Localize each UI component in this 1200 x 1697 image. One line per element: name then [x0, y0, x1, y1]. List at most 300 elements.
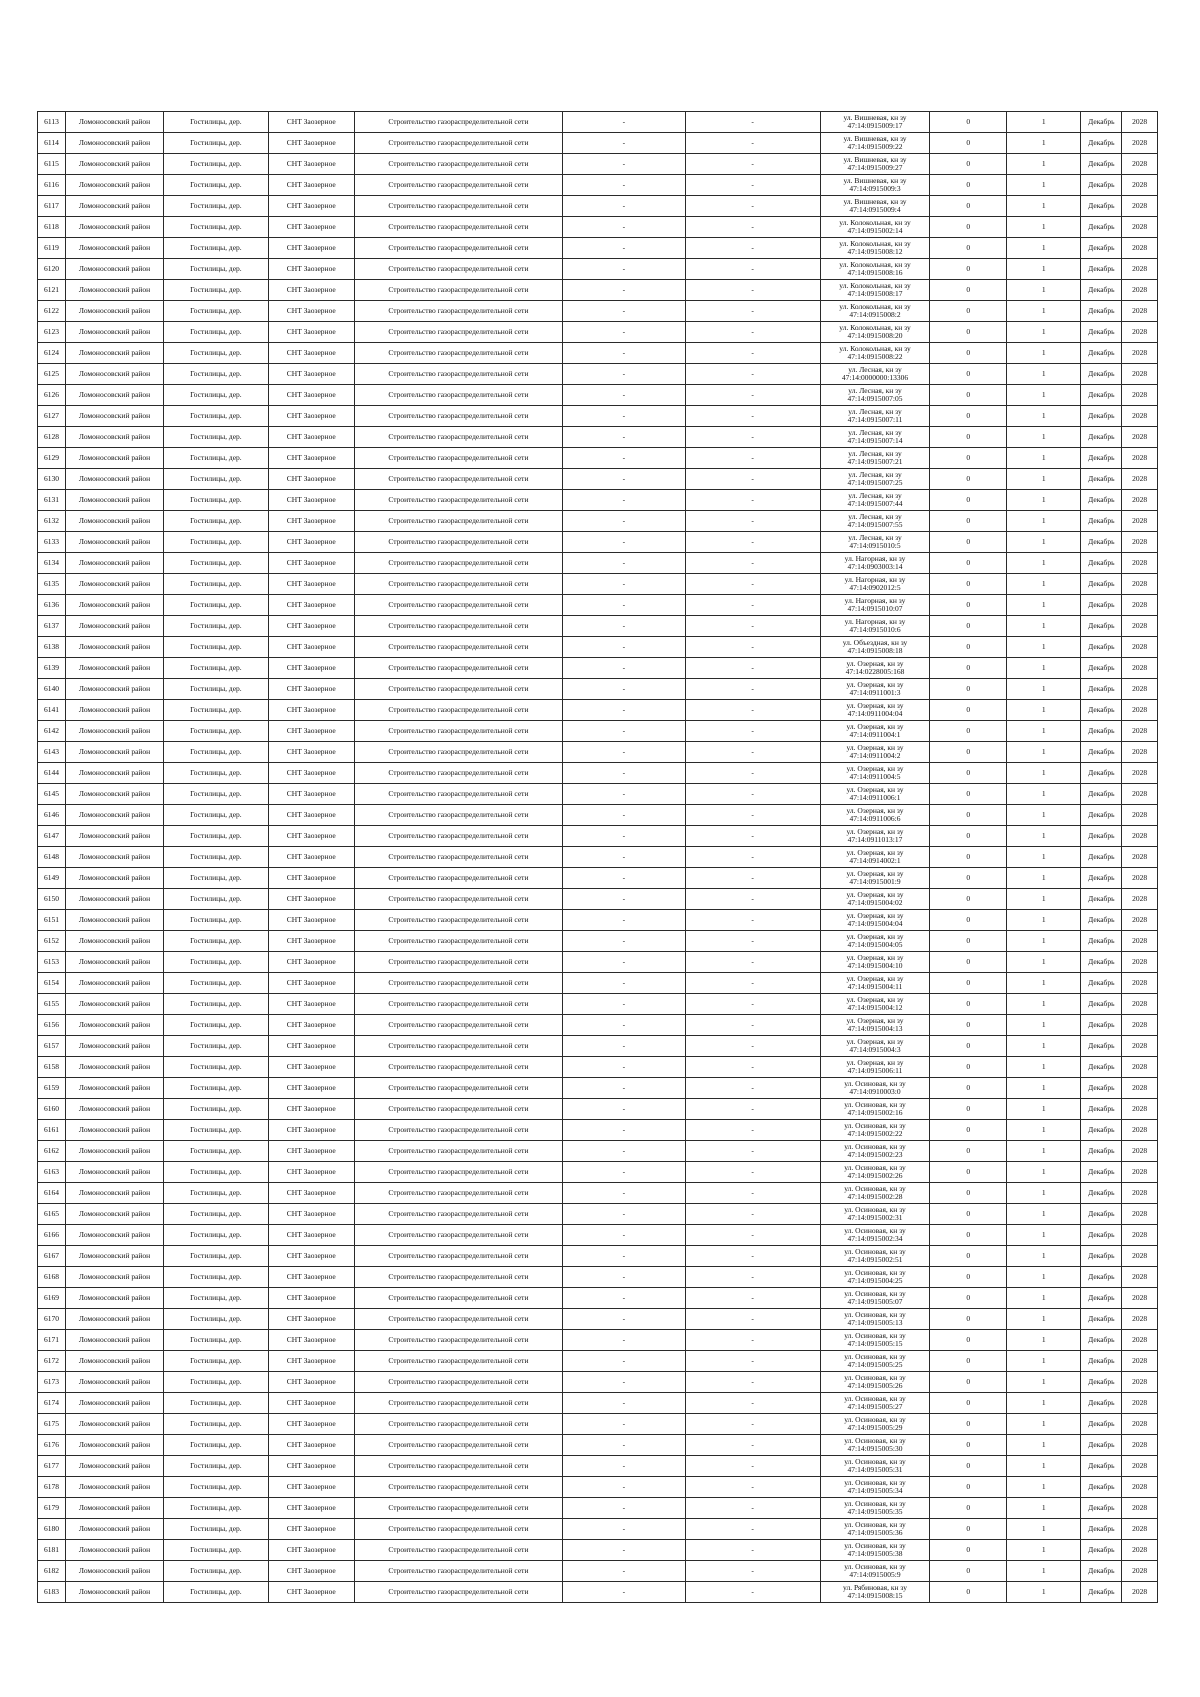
district-cell: Ломоносовский район: [66, 700, 164, 721]
settlement-cell: Гостилицы, дер.: [164, 1036, 269, 1057]
dash-cell: -: [685, 1057, 820, 1078]
object-name-cell: СНТ Заозерное: [268, 217, 354, 238]
quantity-zero-cell: 0: [930, 1372, 1007, 1393]
quantity-one-cell: 1: [1007, 511, 1081, 532]
dash-cell: -: [562, 637, 685, 658]
district-cell: Ломоносовский район: [66, 406, 164, 427]
row-number-cell: 6136: [38, 595, 66, 616]
table-row: [38, 343, 1158, 364]
settlement-cell: Гостилицы, дер.: [164, 364, 269, 385]
row-number-cell: 6146: [38, 805, 66, 826]
row-number-cell: 6160: [38, 1099, 66, 1120]
quantity-one-cell: 1: [1007, 1162, 1081, 1183]
quantity-one-cell: 1: [1007, 1183, 1081, 1204]
row-number-cell: 6121: [38, 280, 66, 301]
quantity-zero-cell: 0: [930, 637, 1007, 658]
settlement-cell: Гостилицы, дер.: [164, 679, 269, 700]
quantity-zero-cell: 0: [930, 532, 1007, 553]
dash-cell: -: [685, 322, 820, 343]
address-cell: ул. Озерная, кн зу 47:14:0915004:3: [820, 1036, 930, 1057]
dash-cell: -: [562, 616, 685, 637]
table-row: [38, 1120, 1158, 1141]
work-type-cell: Строительство газораспределительной сети: [354, 826, 562, 847]
work-type-cell: Строительство газораспределительной сети: [354, 1540, 562, 1561]
settlement-cell: Гостилицы, дер.: [164, 532, 269, 553]
year-cell: 2028: [1122, 217, 1158, 238]
quantity-one-cell: 1: [1007, 154, 1081, 175]
quantity-zero-cell: 0: [930, 910, 1007, 931]
object-name-cell: СНТ Заозерное: [268, 1267, 354, 1288]
object-name-cell: СНТ Заозерное: [268, 238, 354, 259]
address-cell: ул. Вишневая, кн зу 47:14:0915009:4: [820, 196, 930, 217]
table-body: [38, 112, 1158, 1603]
object-name-cell: СНТ Заозерное: [268, 1498, 354, 1519]
object-name-cell: СНТ Заозерное: [268, 427, 354, 448]
work-type-cell: Строительство газораспределительной сети: [354, 175, 562, 196]
district-cell: Ломоносовский район: [66, 1162, 164, 1183]
address-cell: ул. Осиновая, кн зу 47:14:0915005:31: [820, 1456, 930, 1477]
month-cell: Декабрь: [1081, 700, 1122, 721]
dash-cell: -: [562, 1330, 685, 1351]
row-number-cell: 6158: [38, 1057, 66, 1078]
address-cell: ул. Лесная, кн зу 47:14:0000000:13306: [820, 364, 930, 385]
dash-cell: -: [562, 1498, 685, 1519]
month-cell: Декабрь: [1081, 1435, 1122, 1456]
quantity-zero-cell: 0: [930, 1477, 1007, 1498]
settlement-cell: Гостилицы, дер.: [164, 910, 269, 931]
address-cell: ул. Осиновая, кн зу 47:14:0915005:38: [820, 1540, 930, 1561]
quantity-one-cell: 1: [1007, 385, 1081, 406]
work-type-cell: Строительство газораспределительной сети: [354, 154, 562, 175]
month-cell: Декабрь: [1081, 1456, 1122, 1477]
table-row: [38, 784, 1158, 805]
month-cell: Декабрь: [1081, 343, 1122, 364]
settlement-cell: Гостилицы, дер.: [164, 784, 269, 805]
quantity-zero-cell: 0: [930, 721, 1007, 742]
settlement-cell: Гостилицы, дер.: [164, 133, 269, 154]
quantity-one-cell: 1: [1007, 637, 1081, 658]
address-cell: ул. Озерная, кн зу 47:14:0911004:5: [820, 763, 930, 784]
work-type-cell: Строительство газораспределительной сети: [354, 763, 562, 784]
object-name-cell: СНТ Заозерное: [268, 469, 354, 490]
row-number-cell: 6159: [38, 1078, 66, 1099]
dash-cell: -: [685, 973, 820, 994]
settlement-cell: Гостилицы, дер.: [164, 238, 269, 259]
settlement-cell: Гостилицы, дер.: [164, 1246, 269, 1267]
settlement-cell: Гостилицы, дер.: [164, 196, 269, 217]
settlement-cell: Гостилицы, дер.: [164, 259, 269, 280]
row-number-cell: 6117: [38, 196, 66, 217]
row-number-cell: 6118: [38, 217, 66, 238]
month-cell: Декабрь: [1081, 1183, 1122, 1204]
district-cell: Ломоносовский район: [66, 1015, 164, 1036]
dash-cell: -: [685, 301, 820, 322]
gas-network-table: [37, 111, 1158, 1603]
dash-cell: -: [685, 658, 820, 679]
dash-cell: -: [685, 721, 820, 742]
quantity-one-cell: 1: [1007, 658, 1081, 679]
work-type-cell: Строительство газораспределительной сети: [354, 553, 562, 574]
table-row: [38, 1498, 1158, 1519]
table-row: [38, 721, 1158, 742]
dash-cell: -: [685, 931, 820, 952]
settlement-cell: Гостилицы, дер.: [164, 343, 269, 364]
year-cell: 2028: [1122, 553, 1158, 574]
year-cell: 2028: [1122, 1204, 1158, 1225]
settlement-cell: Гостилицы, дер.: [164, 1330, 269, 1351]
work-type-cell: Строительство газораспределительной сети: [354, 1519, 562, 1540]
quantity-zero-cell: 0: [930, 1120, 1007, 1141]
dash-cell: -: [562, 1078, 685, 1099]
table-row: [38, 322, 1158, 343]
dash-cell: -: [562, 406, 685, 427]
district-cell: Ломоносовский район: [66, 196, 164, 217]
district-cell: Ломоносовский район: [66, 1561, 164, 1582]
year-cell: 2028: [1122, 448, 1158, 469]
dash-cell: -: [562, 1141, 685, 1162]
month-cell: Декабрь: [1081, 1561, 1122, 1582]
quantity-zero-cell: 0: [930, 931, 1007, 952]
settlement-cell: Гостилицы, дер.: [164, 1456, 269, 1477]
work-type-cell: Строительство газораспределительной сети: [354, 1225, 562, 1246]
quantity-zero-cell: 0: [930, 595, 1007, 616]
dash-cell: -: [562, 1582, 685, 1603]
month-cell: Декабрь: [1081, 1519, 1122, 1540]
dash-cell: -: [562, 490, 685, 511]
object-name-cell: СНТ Заозерное: [268, 973, 354, 994]
dash-cell: -: [562, 133, 685, 154]
dash-cell: -: [685, 1372, 820, 1393]
object-name-cell: СНТ Заозерное: [268, 1204, 354, 1225]
address-cell: ул. Вишневая, кн зу 47:14:0915009:27: [820, 154, 930, 175]
quantity-one-cell: 1: [1007, 1288, 1081, 1309]
quantity-one-cell: 1: [1007, 343, 1081, 364]
dash-cell: -: [685, 1393, 820, 1414]
year-cell: 2028: [1122, 1078, 1158, 1099]
month-cell: Декабрь: [1081, 742, 1122, 763]
year-cell: 2028: [1122, 322, 1158, 343]
work-type-cell: Строительство газораспределительной сети: [354, 1015, 562, 1036]
month-cell: Декабрь: [1081, 1582, 1122, 1603]
district-cell: Ломоносовский район: [66, 763, 164, 784]
year-cell: 2028: [1122, 1435, 1158, 1456]
quantity-zero-cell: 0: [930, 196, 1007, 217]
settlement-cell: Гостилицы, дер.: [164, 322, 269, 343]
table-row: [38, 763, 1158, 784]
quantity-zero-cell: 0: [930, 574, 1007, 595]
district-cell: Ломоносовский район: [66, 1414, 164, 1435]
dash-cell: -: [685, 1414, 820, 1435]
quantity-one-cell: 1: [1007, 700, 1081, 721]
dash-cell: -: [685, 952, 820, 973]
address-cell: ул. Колокольная, кн зу 47:14:0915008:20: [820, 322, 930, 343]
address-cell: ул. Осиновая, кн зу 47:14:0915002:51: [820, 1246, 930, 1267]
quantity-one-cell: 1: [1007, 112, 1081, 133]
dash-cell: -: [685, 1078, 820, 1099]
quantity-zero-cell: 0: [930, 742, 1007, 763]
address-cell: ул. Нагорная, кн зу 47:14:0915010:6: [820, 616, 930, 637]
month-cell: Декабрь: [1081, 385, 1122, 406]
settlement-cell: Гостилицы, дер.: [164, 700, 269, 721]
address-cell: ул. Осиновая, кн зу 47:14:0915004:25: [820, 1267, 930, 1288]
dash-cell: -: [685, 1036, 820, 1057]
table-row: [38, 931, 1158, 952]
work-type-cell: Строительство газораспределительной сети: [354, 322, 562, 343]
row-number-cell: 6147: [38, 826, 66, 847]
address-cell: ул. Озерная, кн зу 47:14:0228005:168: [820, 658, 930, 679]
quantity-one-cell: 1: [1007, 1456, 1081, 1477]
year-cell: 2028: [1122, 1288, 1158, 1309]
dash-cell: -: [685, 1456, 820, 1477]
dash-cell: -: [562, 763, 685, 784]
dash-cell: -: [685, 490, 820, 511]
work-type-cell: Строительство газораспределительной сети: [354, 1183, 562, 1204]
dash-cell: -: [562, 1519, 685, 1540]
settlement-cell: Гостилицы, дер.: [164, 1582, 269, 1603]
table-row: [38, 805, 1158, 826]
address-cell: ул. Лесная, кн зу 47:14:0915010:5: [820, 532, 930, 553]
dash-cell: -: [562, 217, 685, 238]
table-row: [38, 1330, 1158, 1351]
quantity-zero-cell: 0: [930, 763, 1007, 784]
dash-cell: -: [562, 1057, 685, 1078]
settlement-cell: Гостилицы, дер.: [164, 826, 269, 847]
district-cell: Ломоносовский район: [66, 511, 164, 532]
year-cell: 2028: [1122, 1183, 1158, 1204]
year-cell: 2028: [1122, 637, 1158, 658]
district-cell: Ломоносовский район: [66, 1519, 164, 1540]
dash-cell: -: [685, 1099, 820, 1120]
quantity-zero-cell: 0: [930, 1393, 1007, 1414]
work-type-cell: Строительство газораспределительной сети: [354, 679, 562, 700]
month-cell: Декабрь: [1081, 1141, 1122, 1162]
work-type-cell: Строительство газораспределительной сети: [354, 931, 562, 952]
work-type-cell: Строительство газораспределительной сети: [354, 385, 562, 406]
quantity-one-cell: 1: [1007, 1540, 1081, 1561]
quantity-zero-cell: 0: [930, 448, 1007, 469]
table-row: [38, 1372, 1158, 1393]
dash-cell: -: [562, 1246, 685, 1267]
work-type-cell: Строительство газораспределительной сети: [354, 532, 562, 553]
dash-cell: -: [562, 1372, 685, 1393]
work-type-cell: Строительство газораспределительной сети: [354, 511, 562, 532]
year-cell: 2028: [1122, 1456, 1158, 1477]
settlement-cell: Гостилицы, дер.: [164, 658, 269, 679]
dash-cell: -: [562, 238, 685, 259]
address-cell: ул. Озерная, кн зу 47:14:0915004:10: [820, 952, 930, 973]
address-cell: ул. Объездная, кн зу 47:14:0915008:18: [820, 637, 930, 658]
district-cell: Ломоносовский район: [66, 1141, 164, 1162]
month-cell: Декабрь: [1081, 112, 1122, 133]
quantity-one-cell: 1: [1007, 406, 1081, 427]
dash-cell: -: [562, 385, 685, 406]
settlement-cell: Гостилицы, дер.: [164, 1498, 269, 1519]
quantity-one-cell: 1: [1007, 1309, 1081, 1330]
quantity-one-cell: 1: [1007, 469, 1081, 490]
address-cell: ул. Осиновая, кн зу 47:14:0915005:26: [820, 1372, 930, 1393]
table-row: [38, 196, 1158, 217]
district-cell: Ломоносовский район: [66, 952, 164, 973]
object-name-cell: СНТ Заозерное: [268, 1120, 354, 1141]
district-cell: Ломоносовский район: [66, 847, 164, 868]
quantity-one-cell: 1: [1007, 784, 1081, 805]
settlement-cell: Гостилицы, дер.: [164, 1141, 269, 1162]
month-cell: Декабрь: [1081, 1078, 1122, 1099]
dash-cell: -: [685, 1309, 820, 1330]
quantity-one-cell: 1: [1007, 1351, 1081, 1372]
row-number-cell: 6139: [38, 658, 66, 679]
address-cell: ул. Лесная, кн зу 47:14:0915007:21: [820, 448, 930, 469]
quantity-one-cell: 1: [1007, 595, 1081, 616]
object-name-cell: СНТ Заозерное: [268, 1225, 354, 1246]
table-row: [38, 742, 1158, 763]
address-cell: ул. Озерная, кн зу 47:14:0911004:2: [820, 742, 930, 763]
year-cell: 2028: [1122, 1015, 1158, 1036]
row-number-cell: 6138: [38, 637, 66, 658]
work-type-cell: Строительство газораспределительной сети: [354, 868, 562, 889]
quantity-one-cell: 1: [1007, 427, 1081, 448]
dash-cell: -: [562, 1267, 685, 1288]
row-number-cell: 6169: [38, 1288, 66, 1309]
address-cell: ул. Лесная, кн зу 47:14:0915007:44: [820, 490, 930, 511]
district-cell: Ломоносовский район: [66, 658, 164, 679]
address-cell: ул. Осиновая, кн зу 47:14:0915005:30: [820, 1435, 930, 1456]
dash-cell: -: [685, 217, 820, 238]
row-number-cell: 6172: [38, 1351, 66, 1372]
object-name-cell: СНТ Заозерное: [268, 1351, 354, 1372]
row-number-cell: 6137: [38, 616, 66, 637]
row-number-cell: 6122: [38, 301, 66, 322]
object-name-cell: СНТ Заозерное: [268, 805, 354, 826]
quantity-zero-cell: 0: [930, 1204, 1007, 1225]
dash-cell: -: [562, 847, 685, 868]
month-cell: Декабрь: [1081, 406, 1122, 427]
quantity-zero-cell: 0: [930, 994, 1007, 1015]
year-cell: 2028: [1122, 1330, 1158, 1351]
month-cell: Декабрь: [1081, 1120, 1122, 1141]
address-cell: ул. Озерная, кн зу 47:14:0915006:11: [820, 1057, 930, 1078]
work-type-cell: Строительство газораспределительной сети: [354, 343, 562, 364]
quantity-zero-cell: 0: [930, 1456, 1007, 1477]
address-cell: ул. Осиновая, кн зу 47:14:0915005:07: [820, 1288, 930, 1309]
object-name-cell: СНТ Заозерное: [268, 1393, 354, 1414]
object-name-cell: СНТ Заозерное: [268, 1477, 354, 1498]
year-cell: 2028: [1122, 1540, 1158, 1561]
quantity-zero-cell: 0: [930, 1183, 1007, 1204]
dash-cell: -: [685, 154, 820, 175]
dash-cell: -: [562, 1162, 685, 1183]
quantity-one-cell: 1: [1007, 994, 1081, 1015]
work-type-cell: Строительство газораспределительной сети: [354, 448, 562, 469]
year-cell: 2028: [1122, 763, 1158, 784]
address-cell: ул. Нагорная, кн зу 47:14:0902012:5: [820, 574, 930, 595]
district-cell: Ломоносовский район: [66, 553, 164, 574]
year-cell: 2028: [1122, 721, 1158, 742]
district-cell: Ломоносовский район: [66, 1477, 164, 1498]
row-number-cell: 6140: [38, 679, 66, 700]
year-cell: 2028: [1122, 889, 1158, 910]
district-cell: Ломоносовский район: [66, 679, 164, 700]
row-number-cell: 6129: [38, 448, 66, 469]
quantity-zero-cell: 0: [930, 217, 1007, 238]
district-cell: Ломоносовский район: [66, 1036, 164, 1057]
year-cell: 2028: [1122, 343, 1158, 364]
district-cell: Ломоносовский район: [66, 1078, 164, 1099]
address-cell: ул. Осиновая, кн зу 47:14:0915005:35: [820, 1498, 930, 1519]
district-cell: Ломоносовский район: [66, 133, 164, 154]
work-type-cell: Строительство газораспределительной сети: [354, 1330, 562, 1351]
table-row: [38, 973, 1158, 994]
settlement-cell: Гостилицы, дер.: [164, 301, 269, 322]
work-type-cell: Строительство газораспределительной сети: [354, 1372, 562, 1393]
object-name-cell: СНТ Заозерное: [268, 931, 354, 952]
row-number-cell: 6150: [38, 889, 66, 910]
table-row: [38, 1309, 1158, 1330]
quantity-zero-cell: 0: [930, 553, 1007, 574]
quantity-one-cell: 1: [1007, 1498, 1081, 1519]
year-cell: 2028: [1122, 805, 1158, 826]
row-number-cell: 6178: [38, 1477, 66, 1498]
quantity-one-cell: 1: [1007, 868, 1081, 889]
dash-cell: -: [562, 259, 685, 280]
settlement-cell: Гостилицы, дер.: [164, 280, 269, 301]
table-row: [38, 301, 1158, 322]
dash-cell: -: [685, 763, 820, 784]
year-cell: 2028: [1122, 658, 1158, 679]
table-row: [38, 1267, 1158, 1288]
object-name-cell: СНТ Заозерное: [268, 889, 354, 910]
table-row: [38, 217, 1158, 238]
quantity-zero-cell: 0: [930, 1057, 1007, 1078]
district-cell: Ломоносовский район: [66, 889, 164, 910]
district-cell: Ломоносовский район: [66, 301, 164, 322]
quantity-zero-cell: 0: [930, 490, 1007, 511]
quantity-one-cell: 1: [1007, 175, 1081, 196]
address-cell: ул. Озерная, кн зу 47:14:0915004:11: [820, 973, 930, 994]
dash-cell: -: [562, 1540, 685, 1561]
district-cell: Ломоносовский район: [66, 364, 164, 385]
settlement-cell: Гостилицы, дер.: [164, 469, 269, 490]
work-type-cell: Строительство газораспределительной сети: [354, 1456, 562, 1477]
dash-cell: -: [685, 805, 820, 826]
work-type-cell: Строительство газораспределительной сети: [354, 196, 562, 217]
dash-cell: -: [685, 574, 820, 595]
quantity-one-cell: 1: [1007, 805, 1081, 826]
year-cell: 2028: [1122, 427, 1158, 448]
district-cell: Ломоносовский район: [66, 784, 164, 805]
district-cell: Ломоносовский район: [66, 112, 164, 133]
row-number-cell: 6144: [38, 763, 66, 784]
quantity-one-cell: 1: [1007, 973, 1081, 994]
year-cell: 2028: [1122, 238, 1158, 259]
year-cell: 2028: [1122, 280, 1158, 301]
object-name-cell: СНТ Заозерное: [268, 154, 354, 175]
row-number-cell: 6167: [38, 1246, 66, 1267]
dash-cell: -: [562, 1435, 685, 1456]
dash-cell: -: [685, 595, 820, 616]
quantity-zero-cell: 0: [930, 1498, 1007, 1519]
work-type-cell: Строительство газораспределительной сети: [354, 427, 562, 448]
object-name-cell: СНТ Заозерное: [268, 1456, 354, 1477]
object-name-cell: СНТ Заозерное: [268, 952, 354, 973]
dash-cell: -: [685, 196, 820, 217]
object-name-cell: СНТ Заозерное: [268, 1099, 354, 1120]
address-cell: ул. Осиновая, кн зу 47:14:0915002:23: [820, 1141, 930, 1162]
settlement-cell: Гостилицы, дер.: [164, 616, 269, 637]
quantity-zero-cell: 0: [930, 784, 1007, 805]
quantity-one-cell: 1: [1007, 1435, 1081, 1456]
address-cell: ул. Озерная, кн зу 47:14:0914002:1: [820, 847, 930, 868]
